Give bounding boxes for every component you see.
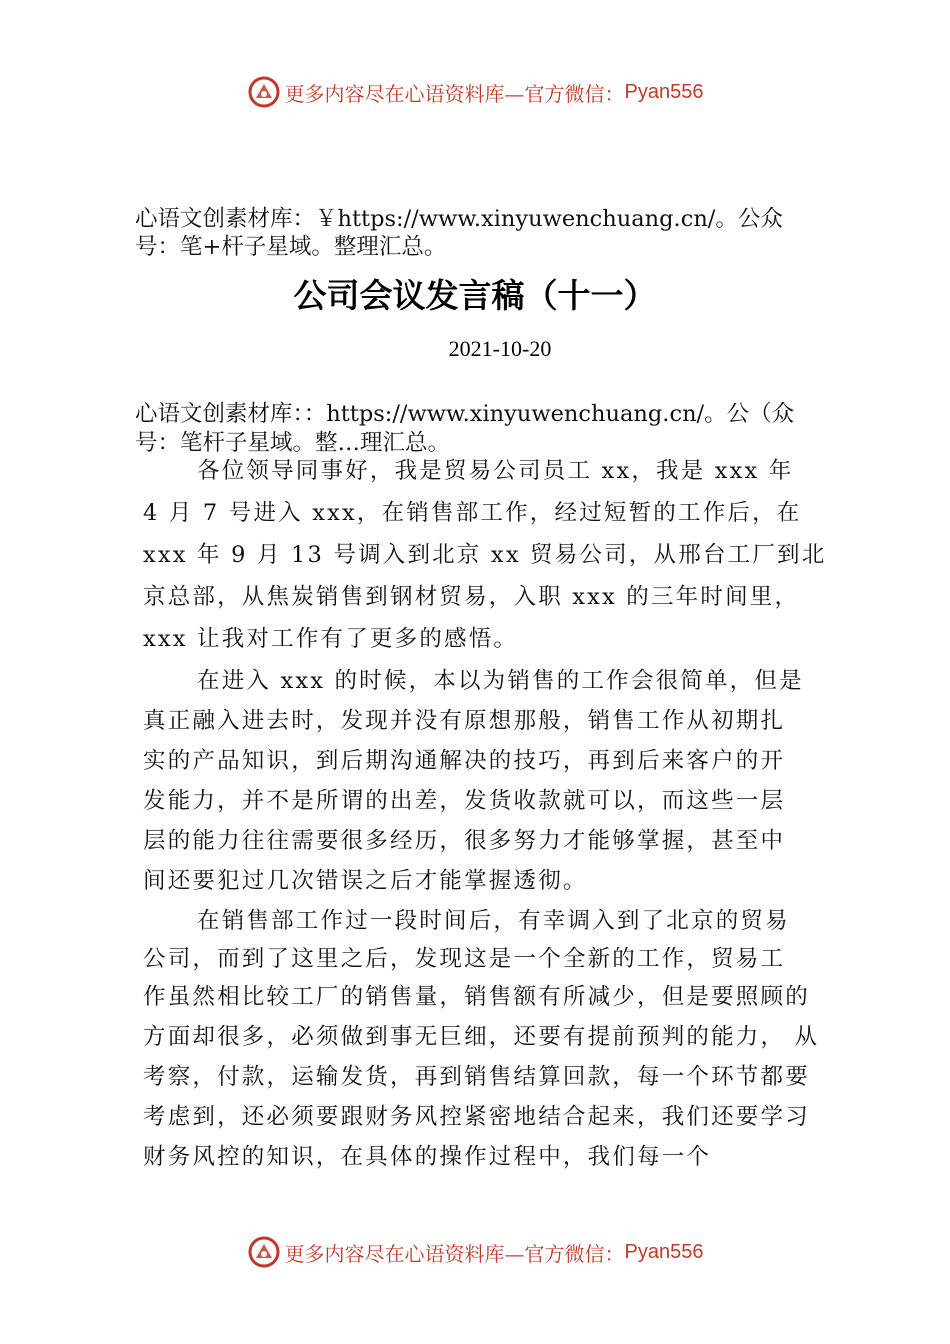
paragraph-1-line-5: xxx 让我对工作有了更多的感悟。: [143, 626, 519, 652]
paragraph-2-line-3: 实的产品知识，到后期沟通解决的技巧，再到后来客户的开: [143, 748, 786, 774]
paragraph-2-line-5: 层的能力往往需要很多经历，很多努力才能够掌握，甚至中: [143, 828, 786, 854]
document-title: 公司会议发言稿（十一）: [293, 276, 657, 315]
paragraph-2-line-4: 发能力，并不是所谓的出差，发货收款就可以，而这些一层: [143, 788, 786, 814]
banner-wechat-id: Pyan556: [624, 80, 704, 103]
source-note-line-2: 号：笔杆子星域。整…理汇总。: [135, 430, 451, 456]
paragraph-3-line-2: 公司，而到了这里之后，发现这是一个全新的工作，贸易工: [143, 946, 786, 972]
paragraph-3-line-6: 考虑到，还必须要跟财务风控紧密地结合起来，我们还要学习: [143, 1104, 810, 1130]
watermark-banner-bottom: [0, 1232, 950, 1272]
source-note-line-1: 心语文创素材库：：https://www.xinyuwenchuang.cn/。公（众: [135, 401, 795, 427]
brand-logo-icon: [247, 75, 281, 109]
brand-logo-icon: [247, 1235, 281, 1269]
paragraph-2-line-6: 间还要犯过几次错误之后才能掌握透彻。: [143, 868, 588, 894]
watermark-banner-top: [0, 72, 950, 112]
header-note-line-2: 号：笔+杆子星域。整理汇总。: [135, 234, 447, 260]
paragraph-2-line-2: 真正融入进去时，发现并没有原想那般，销售工作从初期扎: [143, 708, 786, 734]
document-date: 2021-10-20: [448, 336, 552, 361]
paragraph-1-line-4: 京总部，从焦炭销售到钢材贸易，入职 xxx 的三年时间里，: [143, 584, 800, 610]
paragraph-2-line-1: 在进入 xxx 的时候，本以为销售的工作会很简单，但是: [197, 668, 804, 694]
paragraph-3-line-7: 财务风控的知识，在具体的操作过程中，我们每一个: [143, 1144, 712, 1170]
paragraph-3-line-3: 作虽然相比较工厂的销售量，销售额有所减少，但是要照顾的: [143, 984, 810, 1010]
paragraph-1-line-3: xxx 年 9 月 13 号调入到北京 xx 贸易公司，从邢台工厂到北: [143, 542, 827, 568]
paragraph-1-line-1: 各位领导同事好，我是贸易公司员工 xx，我是 xxx 年: [197, 458, 794, 484]
banner-text: 更多内容尽在心语资料库—官方微信：: [284, 1241, 625, 1266]
header-note-line-1: 心语文创素材库：￥https://www.xinyuwenchuang.cn/。公众: [135, 206, 783, 232]
paragraph-3-line-5: 考察，付款，运输发货，再到销售结算回款，每一个环节都要: [143, 1064, 810, 1090]
paragraph-1-line-2: 4 月 7 号进入 xxx，在销售部工作，经过短暂的工作后，在: [143, 500, 802, 526]
banner-wechat-id: Pyan556: [624, 1240, 704, 1263]
banner-text: 更多内容尽在心语资料库—官方微信：: [284, 81, 625, 106]
paragraph-3-line-4: 方面却很多，必须做到事无巨细，还要有提前预判的能力， 从: [143, 1024, 820, 1050]
paragraph-3-line-1: 在销售部工作过一段时间后，有幸调入到了北京的贸易: [197, 908, 790, 934]
